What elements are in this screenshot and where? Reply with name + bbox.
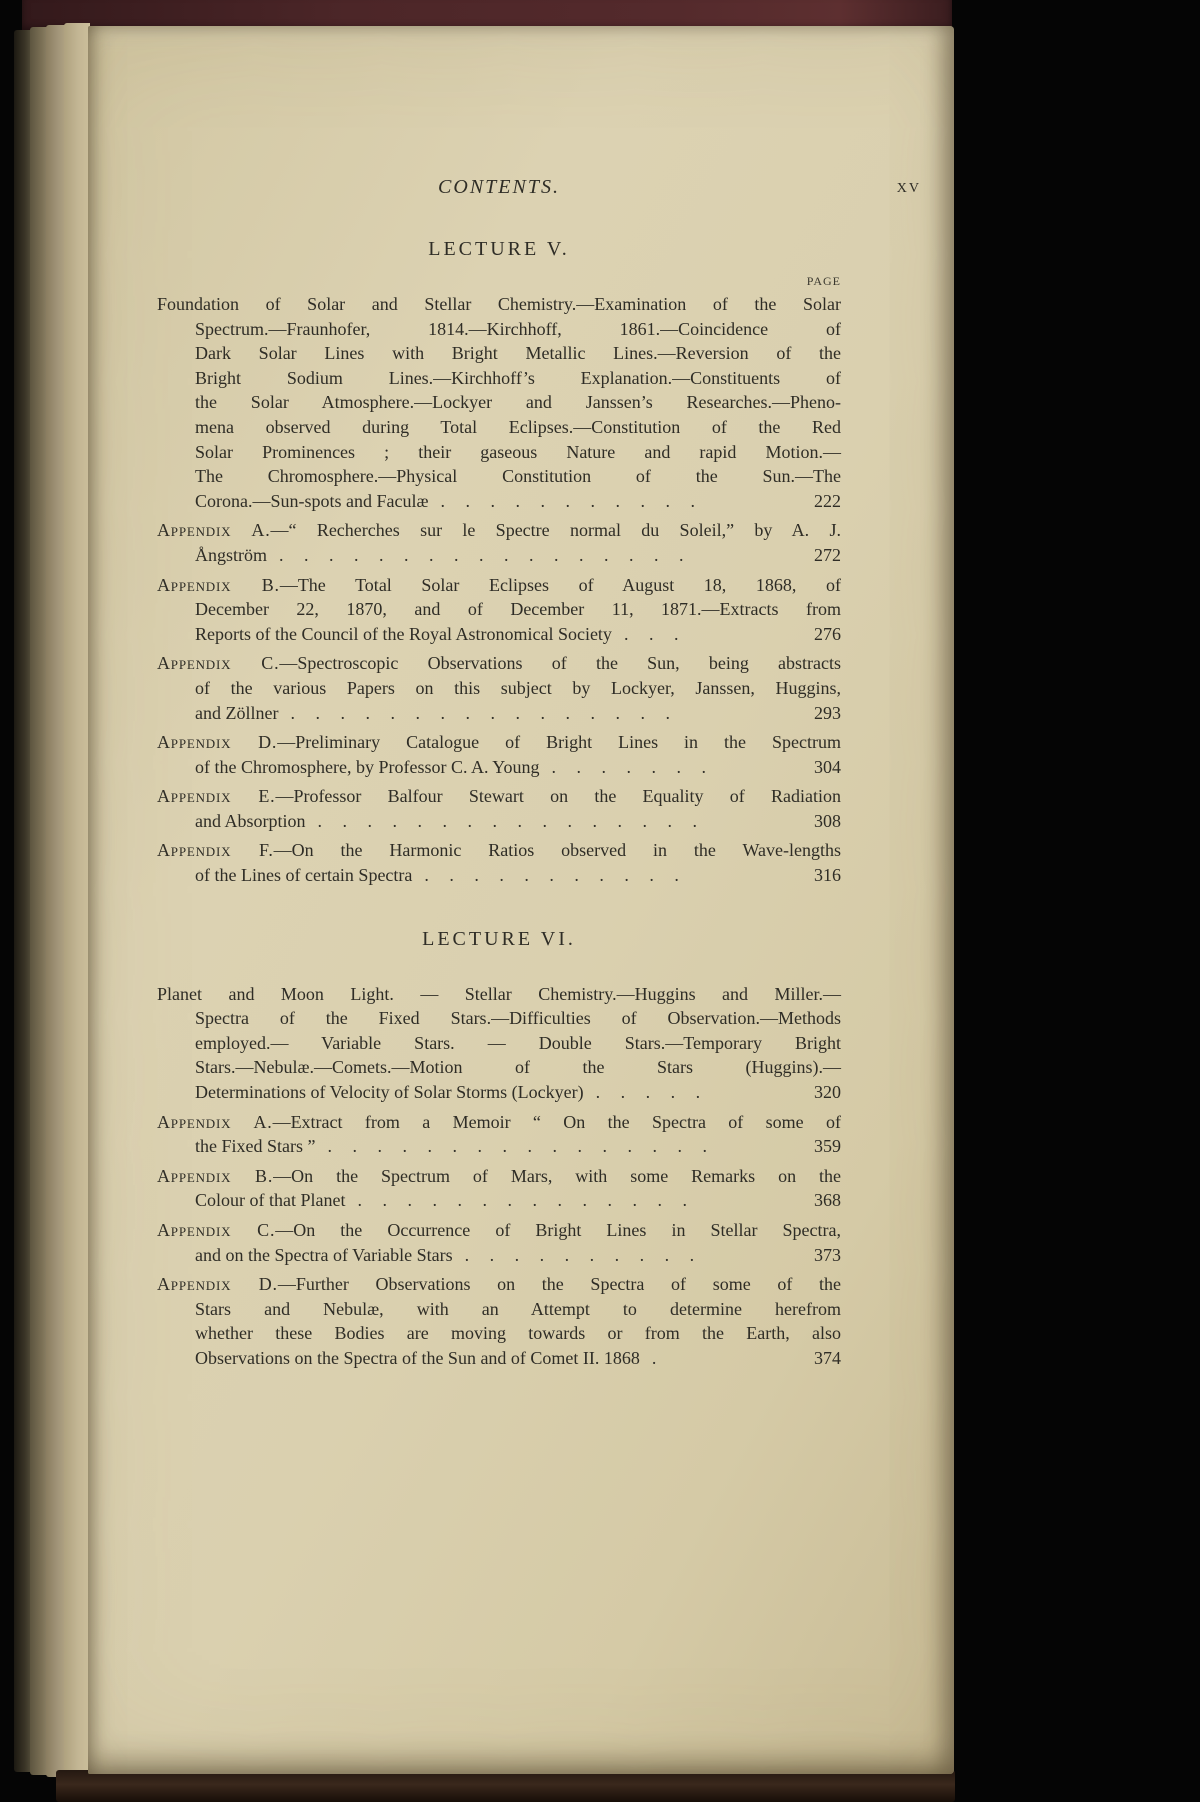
toc-entry <box>157 518 841 567</box>
entry-page-number: 293 <box>814 702 841 723</box>
toc-entry-text: —Preliminary Catalogue of Bright Lines in the Spectrum <box>277 732 841 753</box>
toc-entry <box>157 1272 841 1370</box>
entry-page-number: 272 <box>814 544 841 565</box>
toc-entry-line <box>195 543 841 568</box>
toc-entry-text: Colour of that Planet <box>195 1190 346 1211</box>
toc-entry-line <box>157 838 841 863</box>
lecture-section <box>157 238 841 888</box>
toc-entry-text: Corona.—Sun-spots and Faculæ <box>195 490 429 511</box>
entry-page-number: 368 <box>814 1190 841 1211</box>
toc-entry-text: Observations on the Spectra of the Sun and of Comet II. 1868 <box>195 1347 640 1368</box>
toc-entry-line <box>195 1321 841 1346</box>
toc-entry-text: Stars.—Nebulæ.—Comets.—Motion of the Stars (Huggins).— <box>195 1057 841 1078</box>
appendix-label: Appendix D. <box>157 732 278 753</box>
toc-entry-line <box>195 863 841 888</box>
toc-entry-line <box>157 292 841 317</box>
toc-entry-text: and Absorption <box>195 810 306 831</box>
toc-entry-line <box>195 1188 841 1213</box>
toc-entry-line <box>157 730 841 755</box>
appendix-label: Appendix C. <box>157 1220 276 1240</box>
toc-entry-line <box>195 701 841 726</box>
toc-entry <box>157 1110 841 1159</box>
toc-entry-line <box>195 366 841 391</box>
toc-entry-text: employed.— Variable Stars. — Double Stars.—Temporary Bright <box>195 1032 841 1053</box>
toc-entry-line <box>195 1297 841 1322</box>
toc-entry-line <box>195 1243 841 1268</box>
toc-entry-line <box>195 1346 841 1371</box>
appendix-label: Appendix A. <box>157 520 271 541</box>
appendix-label: Appendix B. <box>157 1165 274 1186</box>
toc-entry-text: —On the Spectrum of Mars, with some Remarks on the <box>273 1165 841 1186</box>
toc-entry-text: —“ Recherches sur le Spectre normal du Soleil,” by A. J. <box>270 520 841 541</box>
dot-leader: . . . . . <box>595 1082 709 1103</box>
toc-entry-text: The Chromosphere.—Physical Constitution of the Sun.—The <box>195 466 841 487</box>
toc-entry-line <box>195 1080 841 1105</box>
dot-leader: . . . <box>623 623 687 644</box>
toc-entry-line <box>157 518 841 543</box>
toc-entry-text: Spectrum.—Fraunhofer, 1814.—Kirchhoff, 1861.—Coincidence of <box>195 318 841 339</box>
toc-entry <box>157 730 841 779</box>
dot-leader: . . . . . . . . . . . . . . . . . <box>279 544 692 565</box>
appendix-label: Appendix E. <box>157 786 276 807</box>
toc-entry-text: —Professor Balfour Stewart on the Equality of Radiation <box>275 786 841 807</box>
toc-entry-text: —Extract from a Memoir “ On the Spectra of some of <box>272 1111 842 1132</box>
toc-entry <box>157 982 841 1105</box>
toc-entry-line <box>195 1006 841 1031</box>
toc-entry-line <box>195 440 841 465</box>
entry-page-number: 316 <box>814 865 841 886</box>
dot-leader: . . . . . . . <box>551 756 714 777</box>
book-page <box>88 26 954 1774</box>
toc-entry-line <box>195 1055 841 1080</box>
toc-entry-text: mena observed during Total Eclipses.—Constitution of the Red <box>195 416 841 437</box>
toc-entry-line <box>195 1031 841 1056</box>
dot-leader: . . . . . . . . . . . <box>440 490 703 511</box>
toc-entry-line <box>157 982 841 1007</box>
lecture-section <box>157 928 841 1371</box>
dot-leader: . . . . . . . . . . . . . . . . <box>317 810 705 831</box>
toc-entry-line <box>157 1272 841 1297</box>
running-head-title: CONTENTS. <box>438 176 560 198</box>
entry-page-number: 359 <box>814 1136 841 1157</box>
toc-entry-text: of the Chromosphere, by Professor C. A. Young <box>195 756 540 777</box>
entry-page-number: 222 <box>814 490 841 511</box>
toc-entry-text: —On the Occurrence of Bright Lines in Stellar Spectra, <box>275 1220 841 1240</box>
toc-entry-line <box>195 415 841 440</box>
page-edge-layer <box>64 23 90 1779</box>
toc-entry-line <box>157 1110 841 1135</box>
appendix-label: Appendix D. <box>157 1274 278 1295</box>
toc-entry-text: Ångström <box>195 544 267 565</box>
toc-entry-line <box>195 341 841 366</box>
toc-entry-line <box>157 784 841 809</box>
appendix-label: Appendix B. <box>157 574 280 595</box>
toc-entry-text: whether these Bodies are moving towards or from the Earth, also <box>195 1323 841 1344</box>
toc-entry-text: —Further Observations on the Spectra of some of the <box>277 1274 841 1295</box>
toc-entry-text: of the various Papers on this subject by Lockyer, Janssen, Huggins, <box>195 677 841 698</box>
entry-page-number: 276 <box>814 623 841 644</box>
toc-entry-text: Stars and Nebulæ, with an Attempt to determine herefrom <box>195 1298 841 1319</box>
page-column-label: PAGE <box>806 274 841 288</box>
toc-sections <box>157 238 841 1371</box>
dot-leader: . . . . . . . . . . . . . . . . <box>290 702 678 723</box>
toc-entry-text: the Fixed Stars ” <box>195 1136 316 1157</box>
toc-entry-line <box>195 597 841 622</box>
toc-entry-text: Planet and Moon Light. — Stellar Chemistry.—Huggins and Miller.— <box>157 983 841 1004</box>
running-head <box>157 176 921 204</box>
appendix-label: Appendix C. <box>157 653 280 674</box>
toc-entry-line <box>157 651 841 676</box>
page-content <box>157 176 921 1376</box>
lecture-heading: LECTURE VI. <box>422 927 576 950</box>
book-cover-bottom-edge <box>56 1770 955 1802</box>
toc-entry-line <box>195 390 841 415</box>
toc-entry-text: Foundation of Solar and Stellar Chemistry.—Examination of the Solar <box>157 294 841 314</box>
appendix-label: Appendix F. <box>157 840 274 861</box>
dot-leader: . . . . . . . . . . . . . . . . <box>327 1136 715 1157</box>
toc-entry-line <box>195 809 841 834</box>
toc-entry-text: —On the Harmonic Ratios observed in the Wave-lengths <box>273 840 842 861</box>
toc-entry-text: and on the Spectra of Variable Stars <box>195 1244 453 1265</box>
toc-entry-line <box>195 676 841 701</box>
toc-entry-line <box>195 489 841 514</box>
entry-page-number: 304 <box>814 756 841 777</box>
toc-entry <box>157 292 841 513</box>
toc-entry-text: Determinations of Velocity of Solar Storms (Lockyer) <box>195 1082 584 1103</box>
dot-leader: . . . . . . . . . . . <box>424 865 687 886</box>
toc-entry-text: Dark Solar Lines with Bright Metallic Lines.—Reversion of the <box>195 343 841 364</box>
toc-entry-line <box>195 317 841 342</box>
entry-page-number: 308 <box>814 810 841 831</box>
toc-entry <box>157 573 841 647</box>
folio-page-number: XV <box>896 181 921 196</box>
toc-entry-text: and Zöllner <box>195 702 279 723</box>
toc-entry-line <box>195 464 841 489</box>
toc-entry <box>157 784 841 833</box>
toc-entry-line <box>157 1164 841 1189</box>
toc-entry-text: —The Total Solar Eclipses of August 18, 1868, of <box>279 574 842 595</box>
toc-entry <box>157 1218 841 1267</box>
toc-entry-text: December 22, 1870, and of December 11, 1871.—Extracts from <box>195 599 841 620</box>
dot-leader: . <box>651 1347 665 1368</box>
toc-entry-text: the Solar Atmosphere.—Lockyer and Janssen’s Researches.—Pheno- <box>195 392 841 413</box>
toc-entry <box>157 1164 841 1213</box>
toc-entry-text: Solar Prominences ; their gaseous Nature and rapid Motion.— <box>195 441 841 462</box>
toc-entry-line <box>195 755 841 780</box>
toc-entry-line <box>157 1218 841 1243</box>
toc-entry-line <box>157 573 841 598</box>
toc-entry-text: Bright Sodium Lines.—Kirchhoff’s Explanation.—Constituents of <box>195 367 841 388</box>
toc-entry <box>157 838 841 887</box>
dot-leader: . . . . . . . . . . <box>464 1244 703 1265</box>
lecture-heading: LECTURE V. <box>428 238 570 260</box>
appendix-label: Appendix A. <box>157 1111 273 1132</box>
entry-page-number: 373 <box>814 1244 841 1265</box>
toc-entry <box>157 651 841 725</box>
entry-page-number: 320 <box>814 1082 841 1103</box>
toc-entry-line <box>195 1134 841 1159</box>
dot-leader: . . . . . . . . . . . . . . <box>357 1190 695 1211</box>
entry-page-number: 374 <box>814 1347 841 1368</box>
toc-entry-text: Spectra of the Fixed Stars.—Difficulties of Observation.—Methods <box>195 1008 841 1029</box>
toc-entry-text: Reports of the Council of the Royal Astronomical Society <box>195 623 612 644</box>
toc-entry-line <box>195 622 841 647</box>
toc-entry-text: of the Lines of certain Spectra <box>195 865 413 886</box>
toc-entry-text: —Spectroscopic Observations of the Sun, being abstracts <box>279 653 841 674</box>
